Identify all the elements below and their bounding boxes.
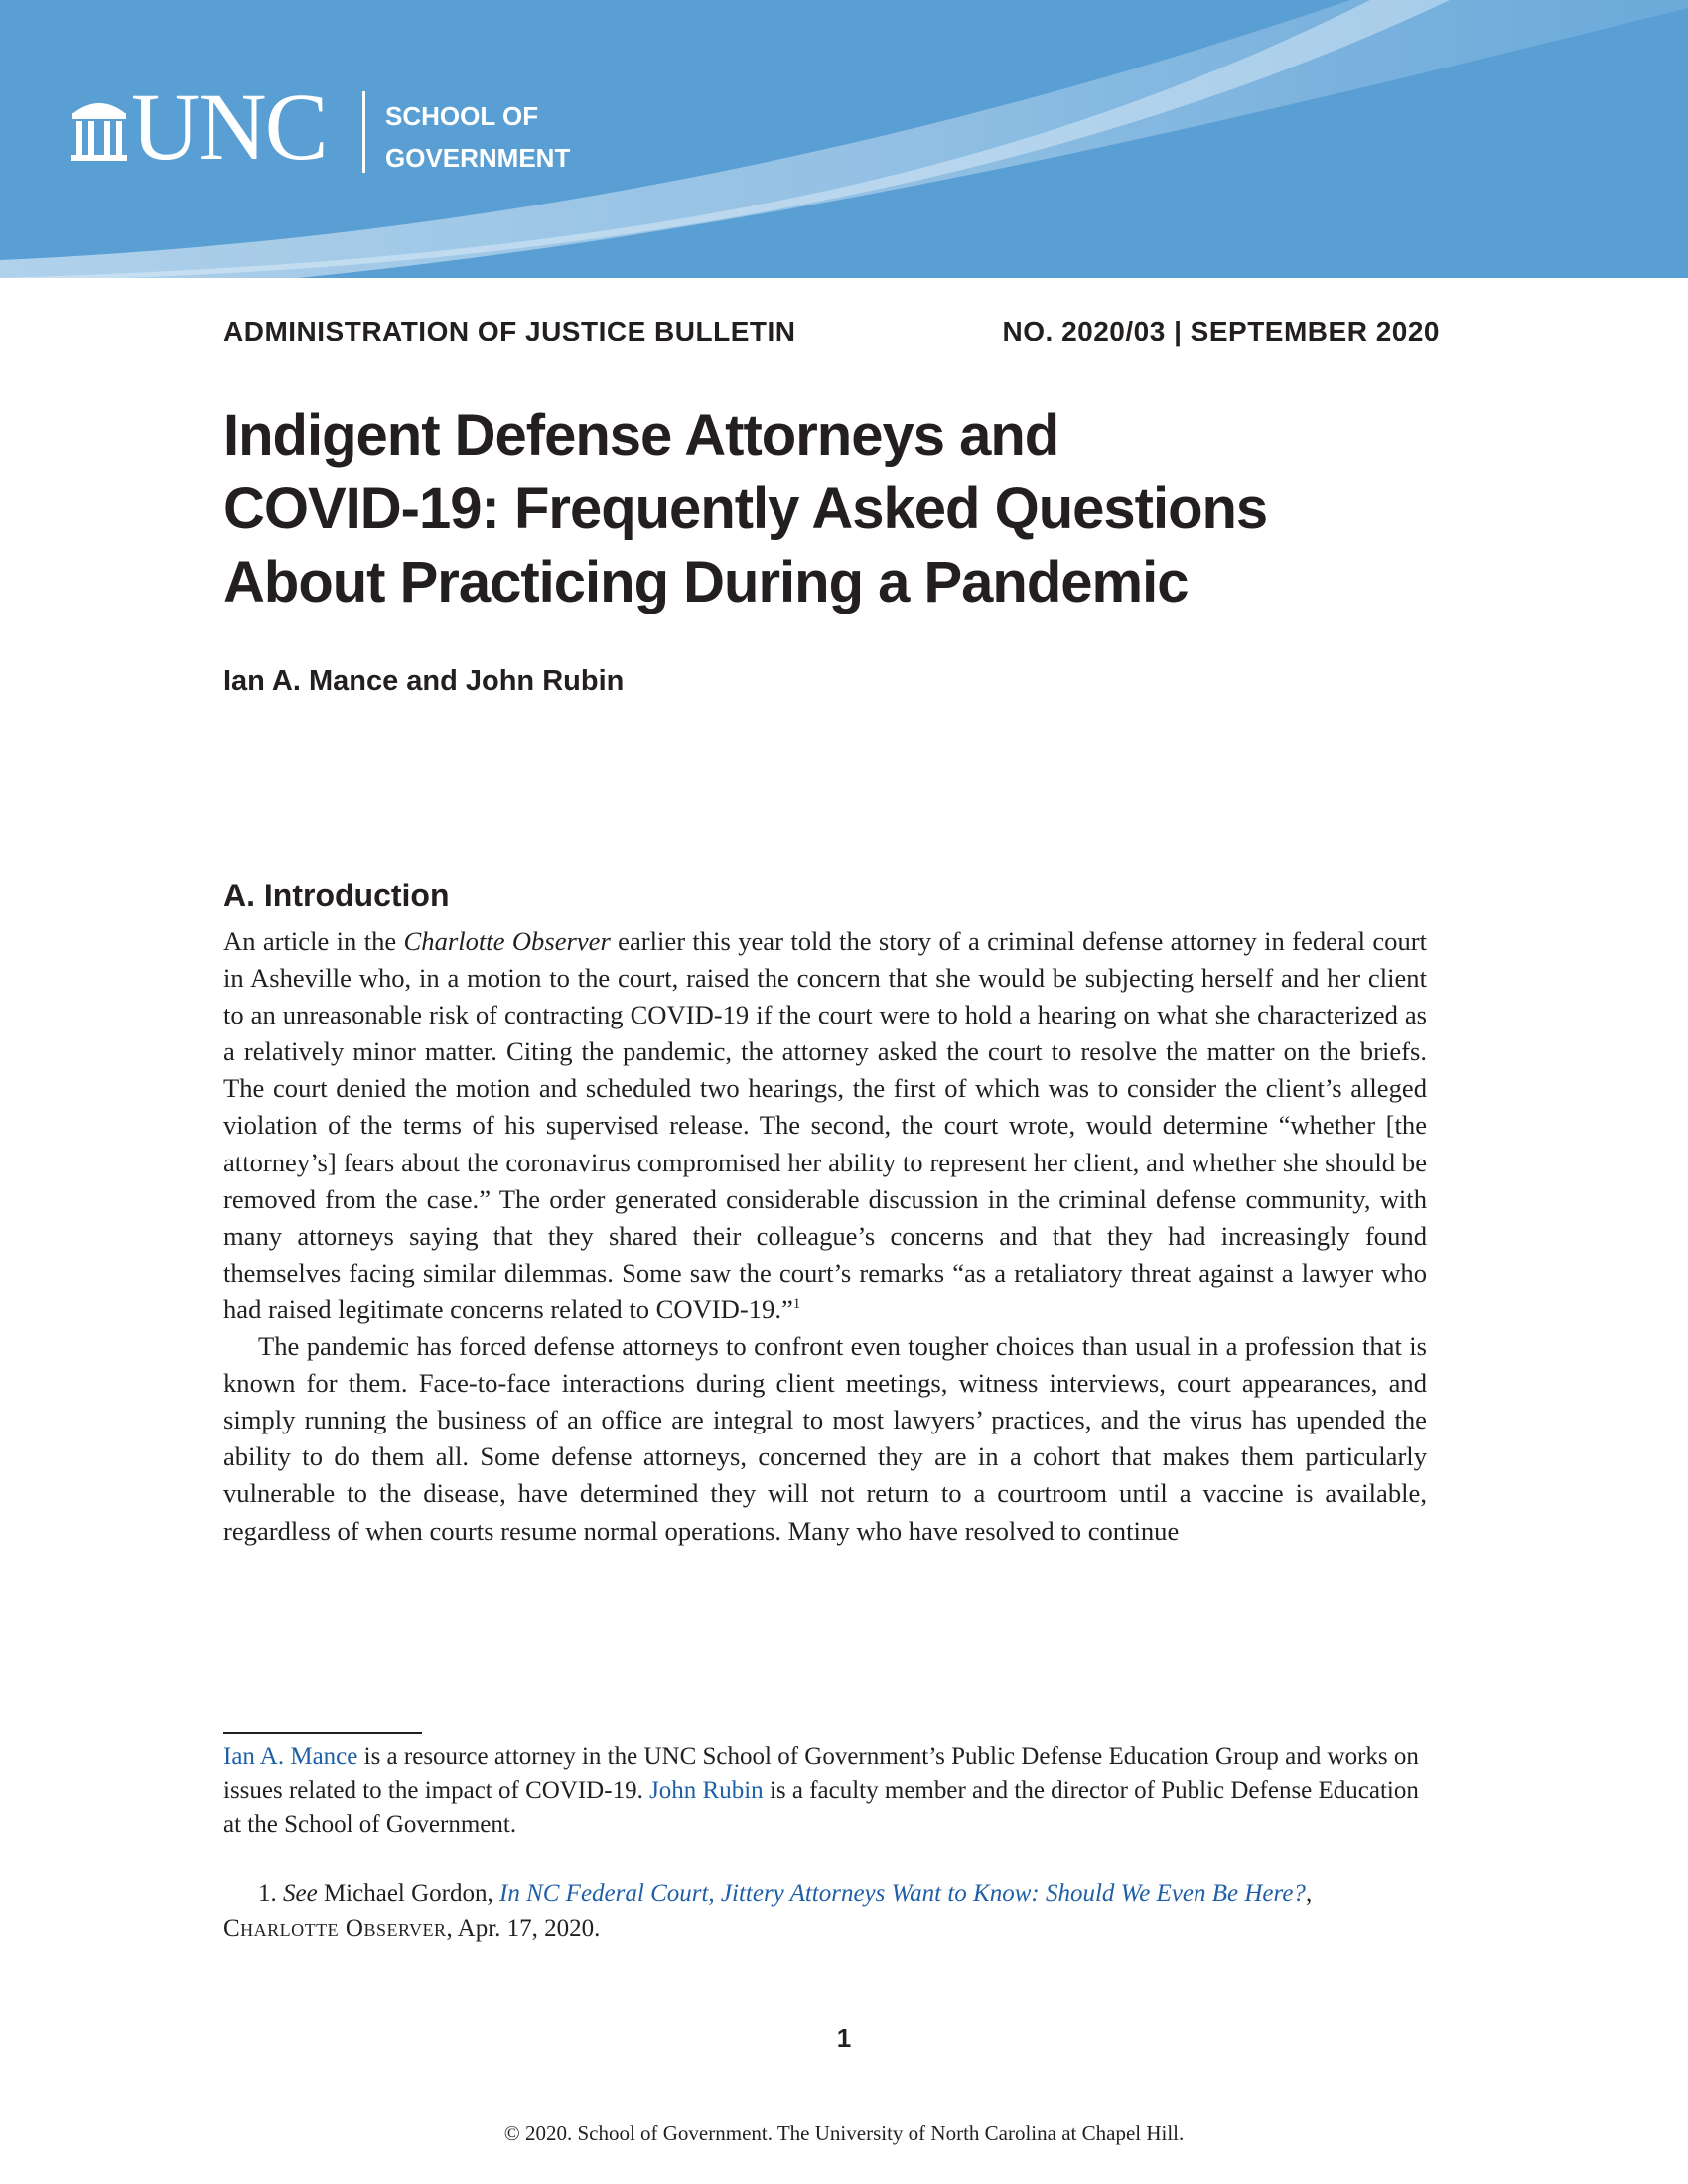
body-text [223, 923, 1427, 1550]
paragraph-1-rest: earlier this year told the story of a criminal defense attorney in federal court in Asheville who, in a motion to the court, raised the concern that she would be subjecting herself and her client to an unreasonable risk of contracting COVID-19 if the court were to hold a hearing on what she characterized as a relatively minor matter. Citing the pandemic, the attorney asked the court to resolve the matter on the briefs. The court denied the motion and scheduled two hearings, the first of which was to consider the client’s alleged violation of the terms of his supervised release. The second, the court wrote, would determine “whether [the attorney’s] fears about the coronavirus compromised her ability to represent her client, and whether she should be removed from the case.” The order generated considerable discussion in the criminal defense community, with many attorneys saying that they shared their colleague’s concerns and that they had increasingly found themselves facing similar dilemmas. Some saw the court’s remarks “as a retaliatory threat against a lawyer who had raised legitimate concerns related to COVID-19.” [223, 926, 1427, 1324]
title-line-2: COVID-19: Frequently Asked Questions [223, 477, 1268, 541]
document-title [223, 399, 1415, 619]
author-note-text-1: is a resource attorney in the UNC School of Government’s Public Defense Education Group and works on issues related to the impact of COVID-19. [223, 1743, 1419, 1804]
footnote-comma: , [1305, 1880, 1313, 1907]
copyright: © 2020. School of Government. The University of North Carolina at Chapel Hill. [503, 2121, 1185, 2145]
footnote-divider [223, 1732, 422, 1734]
footnote-1 [223, 1876, 1427, 1946]
footnote-ref-1[interactable]: 1 [792, 1297, 801, 1313]
logo-subtitle [385, 95, 570, 179]
authors: Ian A. Mance and John Rubin [223, 665, 625, 697]
header-banner [0, 0, 1688, 278]
footnote-signal: See [283, 1880, 318, 1907]
section-heading: A. Introduction [223, 878, 450, 913]
logo-divider [362, 91, 365, 173]
footnote-publication: Charlotte Observer [223, 1915, 447, 1942]
author-note [223, 1740, 1427, 1842]
bulletin-issue: NO. 2020/03 | SEPTEMBER 2020 [1002, 316, 1440, 346]
footnote-number: 1. [258, 1880, 283, 1907]
footnote-date: , Apr. 17, 2020. [446, 1915, 601, 1942]
author-link-mance[interactable]: Ian A. Mance [223, 1743, 358, 1770]
unc-wordmark: UNC [131, 73, 327, 180]
logo-subtitle-line1: SCHOOL OF [385, 101, 539, 131]
old-well-icon [70, 95, 129, 161]
bulletin-header [223, 316, 1440, 355]
paragraph-1-start: An article in the [223, 926, 404, 956]
paragraph-2: The pandemic has forced defense attorneys to confront even tougher choices than usual in a profession that is known for them. Face-to-face interactions during client meetings, witness interviews, court appearances, and simply running the business of an office are integral to most lawyers’ practices, and the virus has upended the ability to do them all. Some defense attorneys, concerned they are in a cohort that makes them particularly vulnerable to the disease, have determined they will not return to a courtroom until a vaccine is available, regardless of when courts resume normal operations. Many who have resolved to continue [223, 1331, 1427, 1546]
paragraph-1 [223, 923, 1427, 1328]
footnote-author: Michael Gordon, [317, 1880, 499, 1907]
author-link-rubin[interactable]: John Rubin [649, 1777, 764, 1804]
publication-name: Charlotte Observer [403, 926, 611, 956]
footnote-article-link[interactable]: In NC Federal Court, Jittery Attorneys Want to Know: Should We Even Be Here? [499, 1880, 1306, 1907]
author-note-text-2: is a faculty member and the director of Public Defense Education at the School of Government. [223, 1777, 1419, 1838]
title-line-3: About Practicing During a Pandemic [223, 550, 1189, 614]
page-number: 1 [836, 2023, 852, 2053]
bulletin-series: ADMINISTRATION OF JUSTICE BULLETIN [223, 316, 796, 346]
title-line-1: Indigent Defense Attorneys and [223, 403, 1059, 468]
logo-subtitle-line2: GOVERNMENT [385, 143, 571, 173]
